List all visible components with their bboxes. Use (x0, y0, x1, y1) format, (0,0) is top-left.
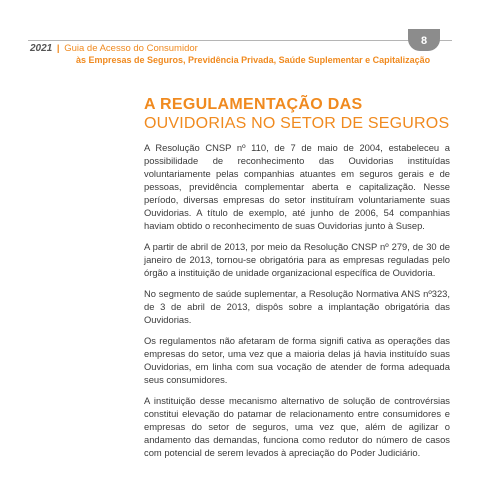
paragraph-3: No segmento de saúde suplementar, a Resolução Normativa ANS nº323, de 3 de abril de 2013, dispôs sobre a implantação obrigatória das Ouvidorias. (144, 288, 450, 325)
running-header (30, 43, 198, 54)
header-subtitle: às Empresas de Seguros, Previdência Privada, Saúde Suplementar e Capitalização (76, 55, 431, 65)
main-content (144, 96, 450, 467)
section-subtitle: OUVIDORIAS NO SETOR DE SEGUROS (144, 115, 450, 132)
paragraph-2: A partir de abril de 2013, por meio da Resolução CNSP nº 279, de 30 de janeiro de 2013, tornou-se obrigatória para as empresas reguladas pelo órgão a instituição de unidade organizacional específica de Ouvidoria. (144, 241, 450, 278)
header-separator: | (56, 43, 60, 54)
section-title: A REGULAMENTAÇÃO DAS (144, 96, 363, 113)
paragraph-1: A Resolução CNSP nº 110, de 7 de maio de 2004, estabeleceu a possibilidade de reconhecimento das Ouvidorias instituídas voluntariamente pelas companhias atuantes em seguros gerais e de pessoas, previdência complementar aberta e capitalização. Nesse período, diversas empresas do setor instituíram voluntariamente suas Ouvidorias. A título de exemplo, até junho de 2006, 54 companhias haviam obtido o reconhecimento de suas Ouvidorias junto à Susep. (144, 142, 450, 231)
header-guide-title: Guia de Acesso do Consumidor (64, 43, 198, 54)
paragraph-5: A instituição desse mecanismo alternativo de solução de controvérsias constitui elevação do patamar de relacionamento entre consumidores e empresas do setor de seguros, uma vez que, além de agilizar o andamento das demandas, funciona como redutor do número de casos com potencial de serem levados à apreciação do Poder Judiciário. (144, 395, 450, 458)
header-divider (28, 40, 452, 41)
page-number-badge: 8 (408, 29, 440, 51)
paragraph-4: Os regulamentos não afetaram de forma signifi cativa as operações das empresas do setor, uma vez que a maioria delas já havia instituído suas Ouvidorias, em linha com sua vocação de atender de forma adequada seus consumidores. (144, 335, 450, 385)
header-year: 2021 (30, 43, 53, 54)
